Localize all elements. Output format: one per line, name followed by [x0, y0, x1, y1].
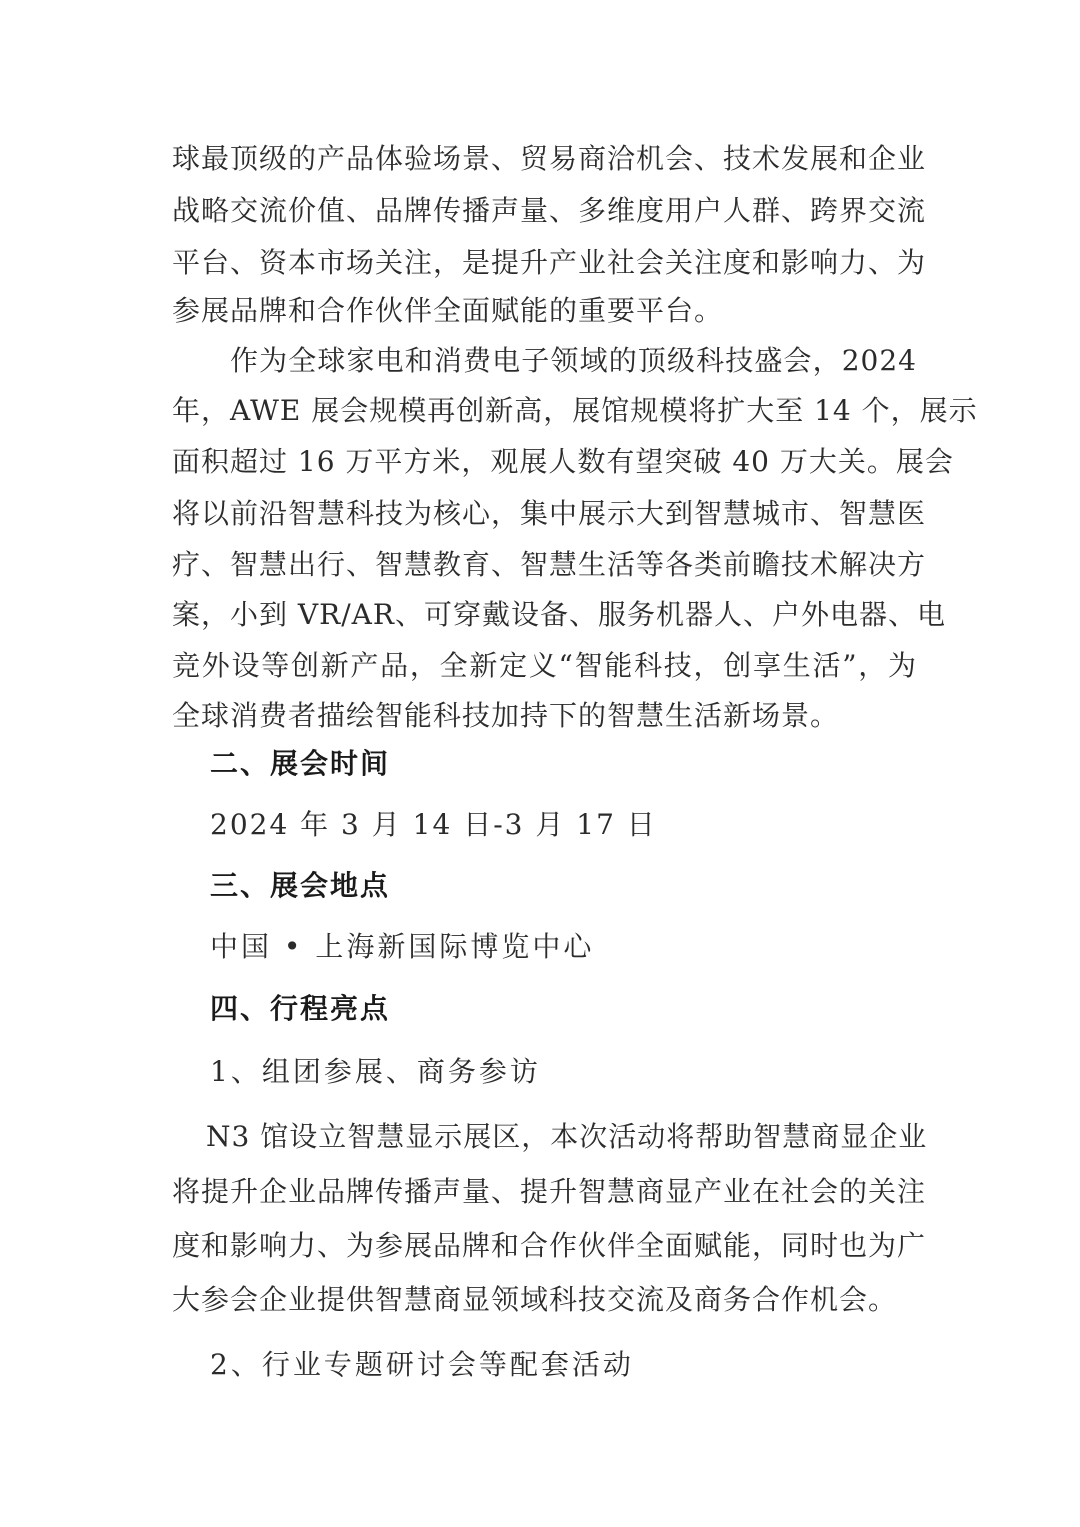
paragraph-1-line-1: 球最顶级的产品体验场景、贸易商洽机会、技术发展和企业 — [172, 142, 927, 175]
highlight-item-1-line-3: 度和影响力、为参展品牌和合作伙伴全面赋能，同时也为广 — [172, 1229, 927, 1262]
paragraph-2-line-2: 年，AWE 展会规模再创新高，展馆规模将扩大至 14 个，展示 — [172, 394, 978, 427]
highlight-item-1-line-4: 大参会企业提供智慧商显领域科技交流及商务合作机会。 — [172, 1283, 898, 1316]
exhibition-date: 2024 年 3 月 14 日-3 月 17 日 — [210, 808, 657, 841]
highlight-item-1-line-1: N3 馆设立智慧显示展区，本次活动将帮助智慧商显企业 — [206, 1120, 928, 1153]
paragraph-2-line-8: 全球消费者描绘智能科技加持下的智慧生活新场景。 — [172, 699, 840, 732]
paragraph-2-line-7: 竞外设等创新产品，全新定义“智能科技，创享生活”，为 — [172, 649, 917, 682]
paragraph-2-line-5: 疗、智慧出行、智慧教育、智慧生活等各类前瞻技术解决方 — [172, 548, 927, 581]
paragraph-2-line-1: 作为全球家电和消费电子领域的顶级科技盛会，2024 — [230, 344, 917, 377]
section-heading-highlights: 四、行程亮点 — [210, 992, 391, 1025]
exhibition-location: 中国 • 上海新国际博览中心 — [210, 930, 595, 963]
section-heading-location: 三、展会地点 — [210, 869, 391, 902]
paragraph-2-line-6: 案，小到 VR/AR、可穿戴设备、服务机器人、户外电器、电 — [172, 598, 946, 631]
paragraph-1-line-4: 参展品牌和合作伙伴全面赋能的重要平台。 — [172, 294, 724, 327]
paragraph-1-line-3: 平台、资本市场关注，是提升产业社会关注度和影响力、为 — [172, 246, 927, 279]
paragraph-1-line-2: 战略交流价值、品牌传播声量、多维度用户人群、跨界交流 — [172, 194, 927, 227]
highlight-item-1-line-2: 将提升企业品牌传播声量、提升智慧商显产业在社会的关注 — [172, 1175, 927, 1208]
highlight-item-2-title: 2、行业专题研讨会等配套活动 — [210, 1348, 634, 1381]
highlight-item-1-title: 1、组团参展、商务参访 — [210, 1055, 541, 1088]
paragraph-2-line-4: 将以前沿智慧科技为核心，集中展示大到智慧城市、智慧医 — [172, 497, 927, 530]
paragraph-2-line-3: 面积超过 16 万平方米，观展人数有望突破 40 万大关。展会 — [172, 445, 954, 478]
section-heading-time: 二、展会时间 — [210, 747, 391, 780]
